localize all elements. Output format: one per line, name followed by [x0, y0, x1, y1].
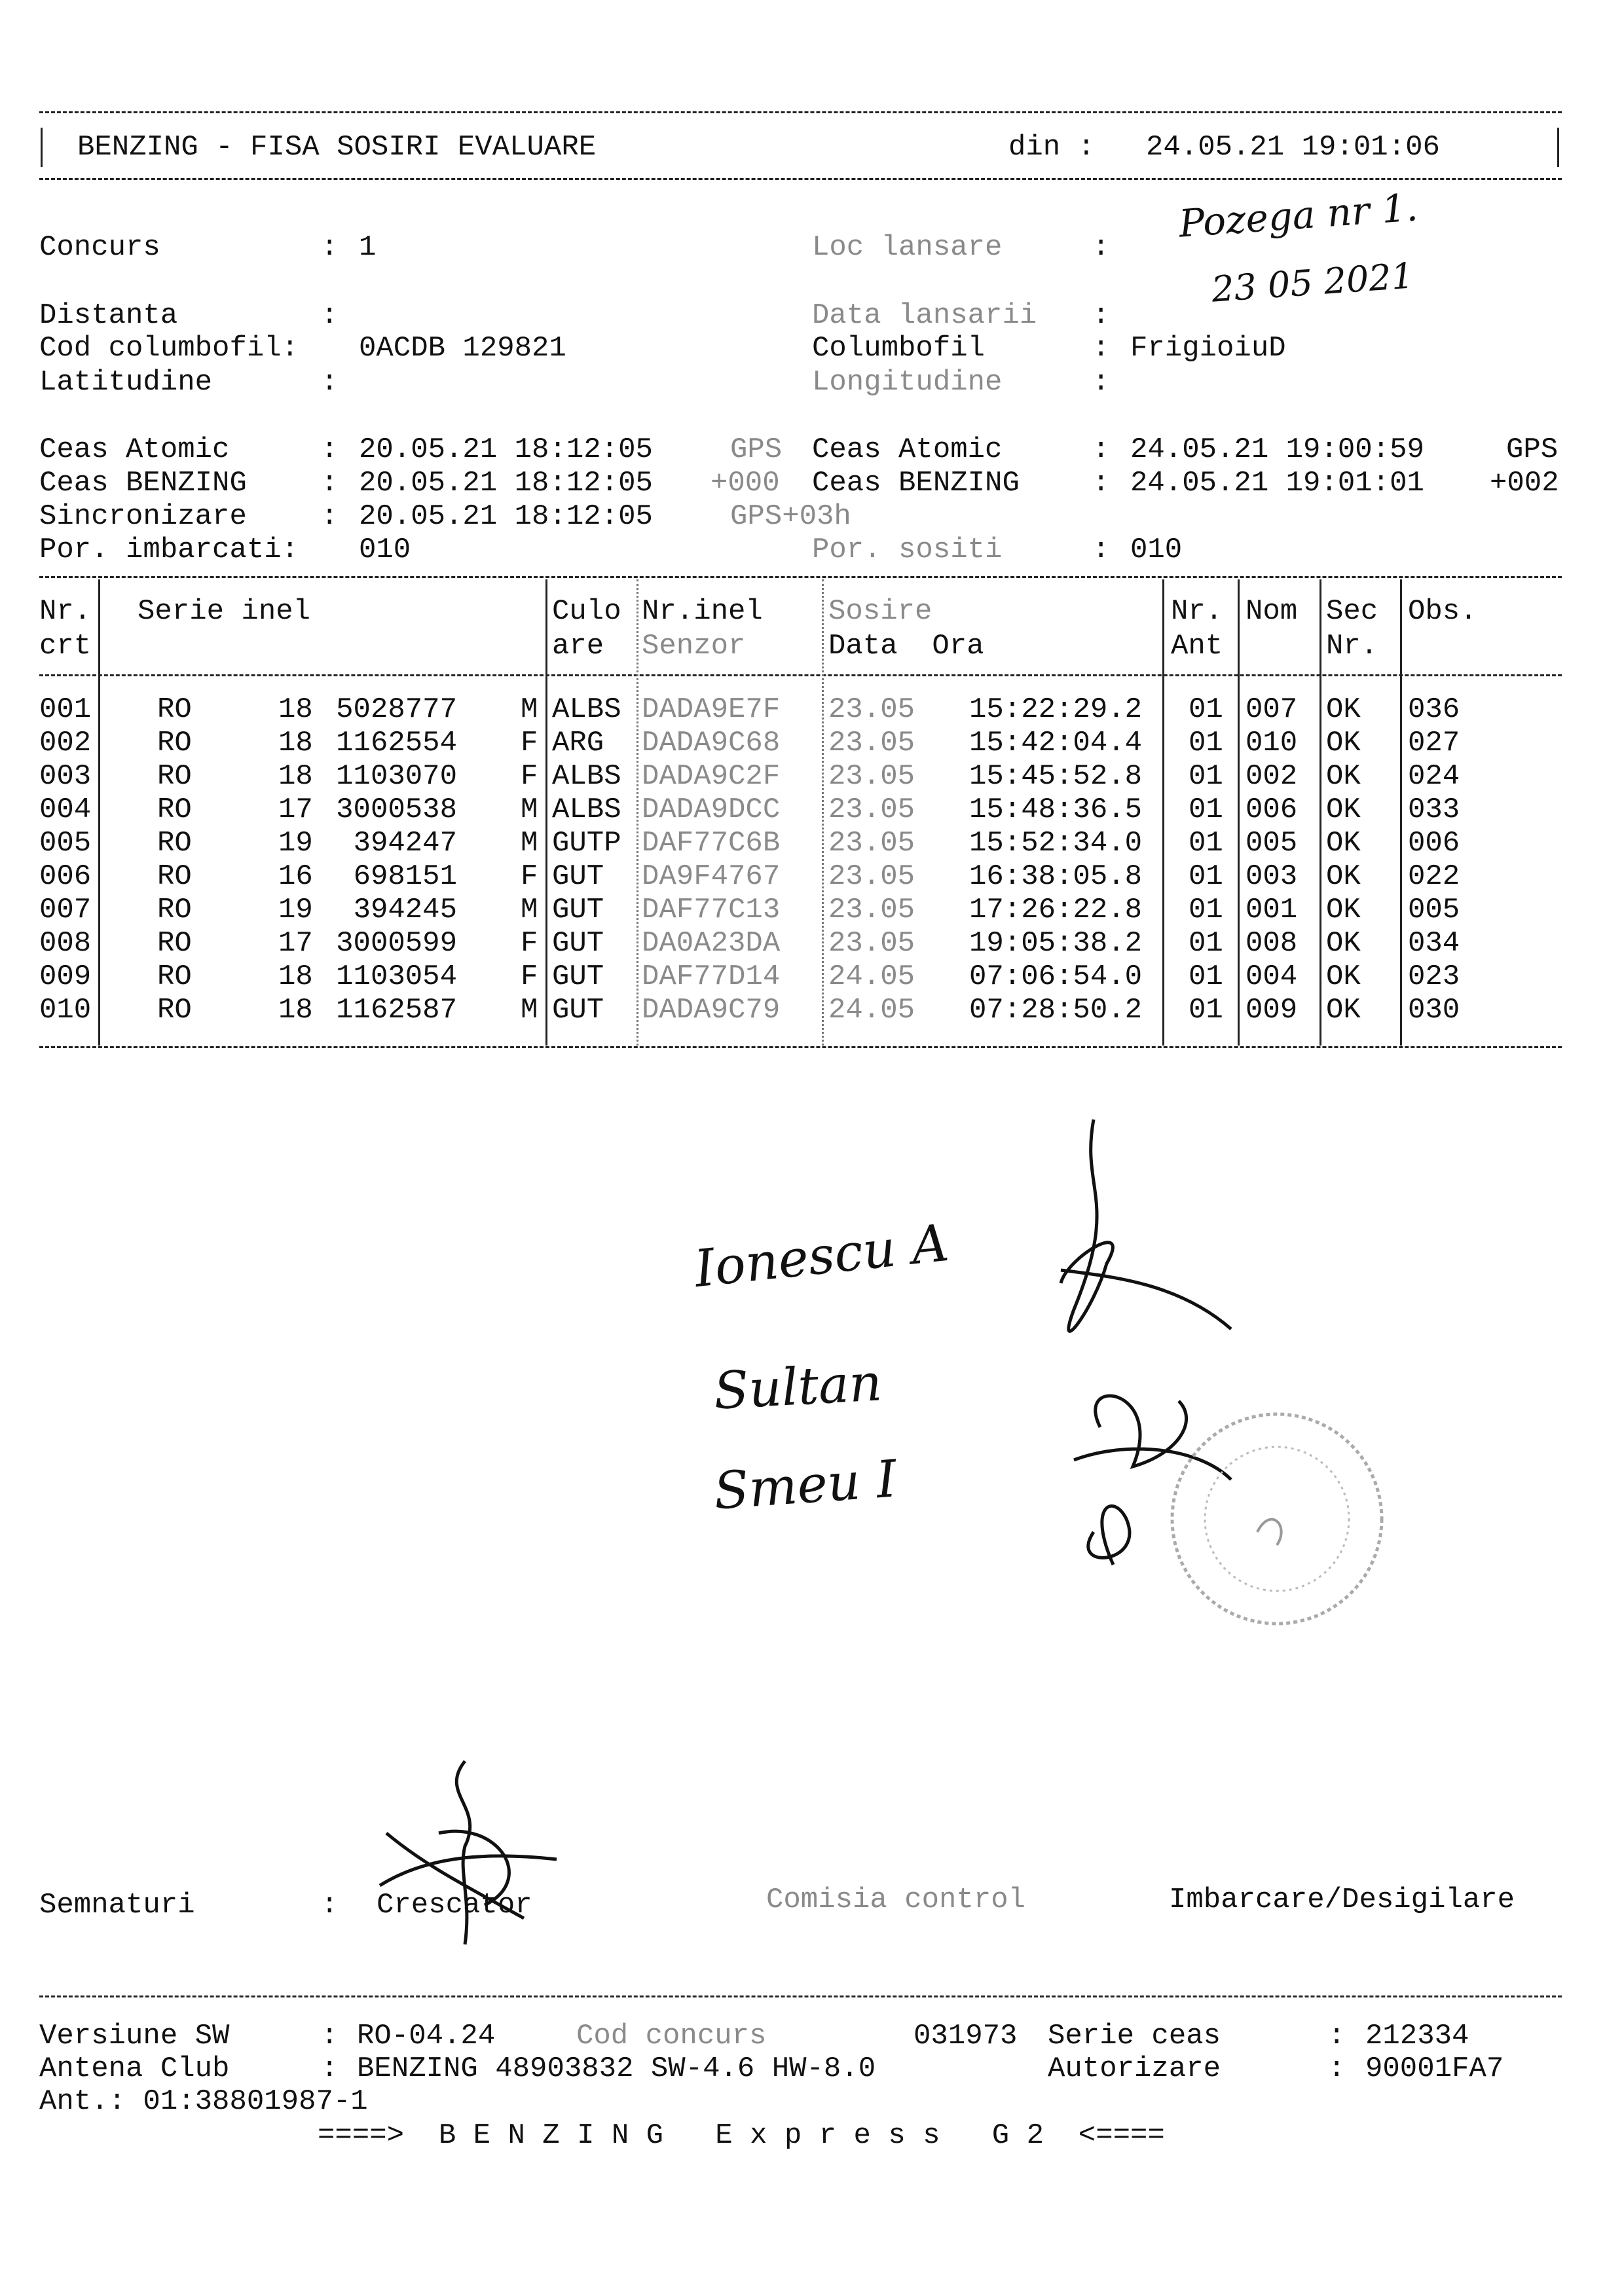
- left-clock-2-suffix: GPS+03h: [730, 500, 851, 533]
- cell-senzor: DADA9C2F: [642, 760, 781, 793]
- colon: :: [1092, 299, 1110, 332]
- cell-obs: 005: [1408, 894, 1460, 926]
- cell-tara: RO: [157, 994, 192, 1027]
- cell-nr: 005: [39, 827, 92, 860]
- cell-data: 23.05: [828, 827, 915, 860]
- table-row: [0, 695, 1624, 729]
- imbarcare-label: Imbarcare/Desigilare: [1169, 1884, 1515, 1916]
- cell-obs: 006: [1408, 827, 1460, 860]
- cell-inel: 394247: [353, 827, 457, 860]
- cell-inel: 5028777: [336, 693, 457, 726]
- cell-data: 23.05: [828, 727, 915, 759]
- cell-nom: 009: [1246, 994, 1298, 1027]
- cell-culoare: ALBS: [552, 693, 621, 726]
- autorizare-label: Autorizare: [1048, 2052, 1221, 2085]
- cell-ora: 07:06:54.0: [969, 960, 1143, 993]
- colon: :: [1092, 332, 1110, 365]
- cod-concurs-label: Cod concurs: [576, 2020, 767, 2052]
- th-sec-1: Sec: [1326, 595, 1378, 628]
- cell-sec: OK: [1326, 793, 1361, 826]
- concurs-label: Concurs: [39, 231, 160, 264]
- cell-sec: OK: [1326, 927, 1361, 960]
- table-row: [0, 929, 1624, 963]
- cell-tara: RO: [157, 960, 192, 993]
- left-clock-1-suffix: +000: [710, 467, 780, 500]
- por-sositi-label: Por. sositi: [812, 534, 1003, 566]
- cell-ora: 15:52:34.0: [969, 827, 1143, 860]
- cell-sex: M: [521, 793, 538, 826]
- th-sec-2: Nr.: [1326, 630, 1378, 663]
- cell-senzor: DA0A23DA: [642, 927, 781, 960]
- cell-culoare: GUT: [552, 960, 604, 993]
- cell-inel: 698151: [353, 860, 457, 893]
- cell-obs: 036: [1408, 693, 1460, 726]
- cell-ora: 16:38:05.8: [969, 860, 1143, 893]
- cell-senzor: DADA9DCC: [642, 793, 781, 826]
- concurs-value: 1: [359, 231, 377, 264]
- cell-senzor: DADA9C79: [642, 994, 781, 1027]
- header-left-border: [41, 128, 43, 167]
- cell-inel: 1162587: [336, 994, 457, 1027]
- colon: :: [321, 231, 339, 264]
- cell-nr: 006: [39, 860, 92, 893]
- colon: :: [1092, 433, 1110, 466]
- left-clock-2-label: Sincronizare: [39, 500, 247, 533]
- cell-ora: 17:26:22.8: [969, 894, 1143, 926]
- cell-nr: 008: [39, 927, 92, 960]
- colon: :: [321, 366, 339, 399]
- cell-an: 18: [278, 960, 313, 993]
- table-row: [0, 729, 1624, 763]
- cell-sex: F: [521, 927, 538, 960]
- report-datetime: 24.05.21 19:01:06: [1146, 131, 1440, 164]
- cod-columbofil-label: Cod columbofil:: [39, 332, 299, 365]
- cell-ant: 01: [1189, 927, 1223, 960]
- cell-an: 18: [278, 994, 313, 1027]
- th-nr-1: Nr.: [39, 595, 92, 628]
- cell-obs: 027: [1408, 727, 1460, 759]
- cell-tara: RO: [157, 827, 192, 860]
- th-nr-2: crt: [39, 630, 92, 663]
- latitudine-label: Latitudine: [39, 366, 213, 399]
- cell-inel: 3000599: [336, 927, 457, 960]
- cell-data: 23.05: [828, 860, 915, 893]
- crescator-label: Crescator: [377, 1889, 532, 1922]
- cell-data: 23.05: [828, 693, 915, 726]
- cell-obs: 030: [1408, 994, 1460, 1027]
- colon: :: [321, 433, 339, 466]
- cell-sex: M: [521, 827, 538, 860]
- report-title: BENZING - FISA SOSIRI EVALUARE: [77, 131, 597, 164]
- cell-ant: 01: [1189, 760, 1223, 793]
- cell-tara: RO: [157, 693, 192, 726]
- cell-obs: 033: [1408, 793, 1460, 826]
- cell-nr: 001: [39, 693, 92, 726]
- cell-culoare: ALBS: [552, 760, 621, 793]
- autorizare-value: 90001FA7: [1365, 2052, 1504, 2085]
- colon: :: [1328, 2020, 1346, 2052]
- cell-nom: 003: [1246, 860, 1298, 893]
- left-clock-1-value: 20.05.21 18:12:05: [359, 467, 653, 500]
- cell-obs: 022: [1408, 860, 1460, 893]
- benzing-express-banner: ====> B E N Z I N G E x p r e s s G 2 <====: [318, 2119, 1165, 2152]
- cell-nom: 010: [1246, 727, 1298, 759]
- loc-lansare-label: Loc lansare: [812, 231, 1003, 264]
- left-clock-0-label: Ceas Atomic: [39, 433, 230, 466]
- columbofil-value: FrigioiuD: [1130, 332, 1286, 365]
- data-lansarii-handwritten: 23 05 2021: [1210, 255, 1415, 310]
- data-lansarii-label: Data lansarii: [812, 299, 1037, 332]
- colon: :: [1092, 534, 1110, 566]
- cell-nr: 007: [39, 894, 92, 926]
- cell-nr: 004: [39, 793, 92, 826]
- cell-senzor: DAF77D14: [642, 960, 781, 993]
- cell-sex: M: [521, 693, 538, 726]
- cell-ora: 15:48:36.5: [969, 793, 1143, 826]
- colon: :: [321, 2020, 339, 2052]
- cell-nom: 005: [1246, 827, 1298, 860]
- versiune-value: RO-04.24: [357, 2020, 496, 2052]
- th-ant-2: Ant: [1171, 630, 1223, 663]
- stamp-seal: [1159, 1401, 1395, 1637]
- cell-senzor: DA9F4767: [642, 860, 781, 893]
- cell-nr: 010: [39, 994, 92, 1027]
- cell-tara: RO: [157, 727, 192, 759]
- cell-senzor: DAF77C6B: [642, 827, 781, 860]
- right-clock-1-suffix: +002: [1490, 467, 1559, 500]
- din-label: din :: [1008, 131, 1096, 164]
- antena-serial-line: Ant.: 01:38801987-1: [39, 2085, 368, 2118]
- table-row: [0, 762, 1624, 796]
- cell-ora: 15:45:52.8: [969, 760, 1143, 793]
- colon: :: [321, 2052, 339, 2085]
- colon: :: [321, 500, 339, 533]
- por-sositi-value: 010: [1130, 534, 1183, 566]
- cell-senzor: DADA9C68: [642, 727, 781, 759]
- cell-nr: 002: [39, 727, 92, 759]
- cell-ora: 15:42:04.4: [969, 727, 1143, 759]
- cell-nom: 007: [1246, 693, 1298, 726]
- cell-an: 18: [278, 727, 313, 759]
- crescator-signature: [367, 1755, 563, 1951]
- cell-data: 24.05: [828, 960, 915, 993]
- comisia-control-label: Comisia control: [766, 1884, 1026, 1916]
- cell-sec: OK: [1326, 693, 1361, 726]
- th-nom: Nom: [1246, 595, 1298, 628]
- antena-label: Antena Club: [39, 2052, 230, 2085]
- header-right-border: [1557, 128, 1559, 167]
- cell-nom: 008: [1246, 927, 1298, 960]
- cell-an: 19: [278, 894, 313, 926]
- th-senzor-2: Senzor: [642, 630, 746, 663]
- handwritten-name-1: Ionescu A: [692, 1213, 951, 1300]
- columbofil-label: Columbofil: [812, 332, 986, 365]
- colon: :: [1092, 467, 1110, 500]
- cell-inel: 1162554: [336, 727, 457, 759]
- cell-inel: 1103054: [336, 960, 457, 993]
- th-sosire-1: Sosire: [828, 595, 932, 628]
- cell-culoare: ALBS: [552, 793, 621, 826]
- cell-inel: 1103070: [336, 760, 457, 793]
- cell-sec: OK: [1326, 727, 1361, 759]
- cell-ant: 01: [1189, 960, 1223, 993]
- cell-ant: 01: [1189, 693, 1223, 726]
- cell-culoare: GUT: [552, 994, 604, 1027]
- cell-an: 17: [278, 793, 313, 826]
- serie-ceas-value: 212334: [1365, 2020, 1469, 2052]
- colon: :: [321, 1889, 339, 1922]
- table-row: [0, 795, 1624, 829]
- cell-ora: 15:22:29.2: [969, 693, 1143, 726]
- cell-tara: RO: [157, 927, 192, 960]
- cell-ant: 01: [1189, 827, 1223, 860]
- cell-tara: RO: [157, 894, 192, 926]
- header-bottom-rule: [39, 178, 1562, 180]
- cell-an: 16: [278, 860, 313, 893]
- semnaturi-label: Semnaturi: [39, 1889, 195, 1922]
- cell-tara: RO: [157, 793, 192, 826]
- cell-sec: OK: [1326, 860, 1361, 893]
- cell-data: 23.05: [828, 793, 915, 826]
- cell-inel: 3000538: [336, 793, 457, 826]
- colon: :: [321, 467, 339, 500]
- cell-ora: 19:05:38.2: [969, 927, 1143, 960]
- serie-ceas-label: Serie ceas: [1048, 2020, 1221, 2052]
- th-serie: Serie inel: [138, 595, 311, 628]
- right-clock-0-value: 24.05.21 19:00:59: [1130, 433, 1424, 466]
- th-obs: Obs.: [1408, 595, 1477, 628]
- loc-lansare-handwritten: Pozega nr 1.: [1177, 185, 1420, 246]
- cell-obs: 023: [1408, 960, 1460, 993]
- cell-ant: 01: [1189, 994, 1223, 1027]
- cod-columbofil-value: 0ACDB 129821: [359, 332, 566, 365]
- cell-an: 19: [278, 827, 313, 860]
- right-clock-0-suffix: GPS: [1506, 433, 1559, 466]
- cell-tara: RO: [157, 760, 192, 793]
- cell-ora: 07:28:50.2: [969, 994, 1143, 1027]
- cell-culoare: GUT: [552, 894, 604, 926]
- th-culoare-2: are: [552, 630, 604, 663]
- table-row: [0, 962, 1624, 996]
- cell-culoare: ARG: [552, 727, 604, 759]
- footer-rule: [39, 1995, 1562, 1997]
- table-row: [0, 896, 1624, 930]
- cell-sex: F: [521, 960, 538, 993]
- table-header-rule: [39, 674, 1562, 676]
- cell-sex: M: [521, 994, 538, 1027]
- cell-nom: 002: [1246, 760, 1298, 793]
- cell-inel: 394245: [353, 894, 457, 926]
- colon: :: [1092, 231, 1110, 264]
- left-clock-0-suffix: GPS: [730, 433, 783, 466]
- table-row: [0, 829, 1624, 863]
- cell-ant: 01: [1189, 727, 1223, 759]
- cell-sec: OK: [1326, 994, 1361, 1027]
- table-top-rule: [39, 576, 1562, 578]
- cell-obs: 024: [1408, 760, 1460, 793]
- por-imbarcati-label: Por. imbarcati:: [39, 534, 299, 566]
- cell-nr: 003: [39, 760, 92, 793]
- cell-an: 17: [278, 927, 313, 960]
- cell-sex: F: [521, 760, 538, 793]
- versiune-label: Versiune SW: [39, 2020, 230, 2052]
- right-clock-0-label: Ceas Atomic: [812, 433, 1003, 466]
- right-clock-1-value: 24.05.21 19:01:01: [1130, 467, 1424, 500]
- por-imbarcati-value: 010: [359, 534, 411, 566]
- th-ant-1: Nr.: [1171, 595, 1223, 628]
- colon: :: [1328, 2052, 1346, 2085]
- cell-sec: OK: [1326, 760, 1361, 793]
- antena-value: BENZING 48903832 SW-4.6 HW-8.0: [357, 2052, 876, 2085]
- cell-sex: M: [521, 894, 538, 926]
- cell-sec: OK: [1326, 827, 1361, 860]
- cell-sex: F: [521, 727, 538, 759]
- cell-senzor: DAF77C13: [642, 894, 781, 926]
- table-row: [0, 996, 1624, 1030]
- cell-tara: RO: [157, 860, 192, 893]
- cell-culoare: GUT: [552, 860, 604, 893]
- cell-ant: 01: [1189, 860, 1223, 893]
- header-top-rule: [39, 111, 1562, 113]
- table-bottom-rule: [39, 1046, 1562, 1048]
- cell-culoare: GUT: [552, 927, 604, 960]
- right-clock-1-label: Ceas BENZING: [812, 467, 1020, 500]
- cell-obs: 034: [1408, 927, 1460, 960]
- table-row: [0, 862, 1624, 896]
- cell-nom: 004: [1246, 960, 1298, 993]
- cell-sec: OK: [1326, 960, 1361, 993]
- th-senzor-1: Nr.inel: [642, 595, 763, 628]
- cell-data: 23.05: [828, 894, 915, 926]
- distanta-label: Distanta: [39, 299, 178, 332]
- cell-data: 23.05: [828, 927, 915, 960]
- cell-culoare: GUTP: [552, 827, 621, 860]
- cell-nom: 006: [1246, 793, 1298, 826]
- left-clock-0-value: 20.05.21 18:12:05: [359, 433, 653, 466]
- cell-sec: OK: [1326, 894, 1361, 926]
- th-culoare-1: Culo: [552, 595, 621, 628]
- cell-nom: 001: [1246, 894, 1298, 926]
- cell-an: 18: [278, 760, 313, 793]
- colon: :: [321, 299, 339, 332]
- th-sosire-2: Data Ora: [828, 630, 984, 663]
- longitudine-label: Longitudine: [812, 366, 1003, 399]
- colon: :: [1092, 366, 1110, 399]
- cell-senzor: DADA9E7F: [642, 693, 781, 726]
- cod-concurs-value: 031973: [913, 2020, 1018, 2052]
- handwritten-name-3: Smeu I: [712, 1449, 899, 1522]
- cell-ant: 01: [1189, 793, 1223, 826]
- cell-data: 24.05: [828, 994, 915, 1027]
- left-clock-2-value: 20.05.21 18:12:05: [359, 500, 653, 533]
- cell-nr: 009: [39, 960, 92, 993]
- cell-data: 23.05: [828, 760, 915, 793]
- cell-ant: 01: [1189, 894, 1223, 926]
- cell-sex: F: [521, 860, 538, 893]
- cell-an: 18: [278, 693, 313, 726]
- left-clock-1-label: Ceas BENZING: [39, 467, 247, 500]
- handwritten-name-2: Sultan: [712, 1353, 883, 1421]
